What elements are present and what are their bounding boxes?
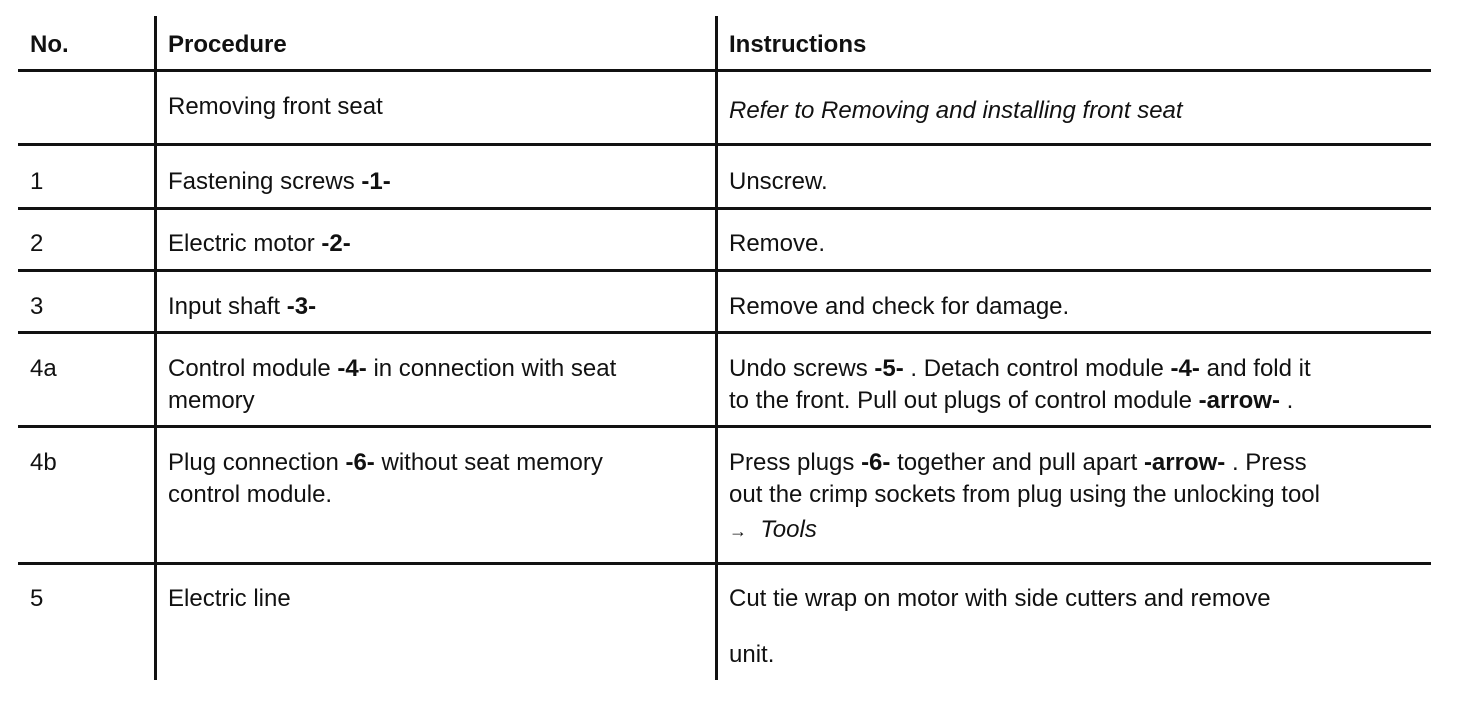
instructions-text: and fold it — [1206, 355, 1311, 382]
instructions-text: to the front. Pull out plugs of control module — [729, 387, 1192, 414]
part-reference: -2- — [321, 230, 351, 257]
instructions-text: together and pull apart — [897, 449, 1138, 476]
instructions-cell: Remove and check for damage. — [729, 293, 1070, 320]
procedure-cell — [168, 447, 603, 479]
part-reference: -6- — [345, 449, 375, 476]
instructions-cell: Cut tie wrap on motor with side cutters and remove — [729, 585, 1271, 612]
column-header-no: No. — [30, 31, 69, 58]
part-reference: -6- — [861, 449, 891, 476]
row-number: 3 — [30, 293, 44, 320]
procedure-text: Input shaft — [168, 293, 281, 320]
instructions-text: Undo screws — [729, 355, 868, 382]
instructions-text: . Detach control module — [910, 355, 1164, 382]
column-divider — [715, 16, 718, 680]
instructions-cell-continued: unit. — [729, 641, 775, 668]
procedure-cell — [168, 353, 616, 385]
instructions-text: . Press — [1231, 449, 1307, 476]
part-reference: -arrow- — [1143, 449, 1226, 476]
procedure-text: in connection with seat — [373, 355, 617, 382]
instructions-cell: Refer to Removing and installing front seat — [729, 97, 1183, 124]
procedure-cell: Electric line — [168, 585, 291, 612]
column-header-instructions: Instructions — [729, 31, 867, 58]
part-reference: -3- — [286, 293, 317, 320]
part-reference: -arrow- — [1198, 387, 1280, 414]
instructions-text: . — [1286, 387, 1294, 414]
procedure-cell — [168, 166, 391, 198]
procedure-cell: Removing front seat — [168, 93, 383, 120]
procedure-text: Plug connection — [168, 449, 339, 476]
row-number: 2 — [30, 230, 44, 257]
procedure-text: Electric motor — [168, 230, 315, 257]
row-number: 1 — [30, 168, 44, 195]
row-rule — [18, 331, 1431, 334]
instructions-cell — [729, 447, 1307, 479]
instructions-cell-continued: out the crimp sockets from plug using the unlocking tool — [729, 481, 1320, 508]
row-rule — [18, 269, 1431, 272]
instructions-cell — [729, 353, 1311, 385]
procedure-text: without seat memory — [381, 449, 603, 476]
row-rule — [18, 562, 1431, 565]
part-reference: -1- — [361, 168, 391, 195]
part-reference: -5- — [874, 355, 904, 382]
instructions-text: Press plugs — [729, 449, 855, 476]
part-reference: -4- — [337, 355, 367, 382]
column-divider — [154, 16, 157, 680]
row-rule — [18, 143, 1431, 146]
procedure-cell-continued: control module. — [168, 481, 333, 508]
procedure-text: Control module — [168, 355, 331, 382]
arrow-icon: → — [729, 521, 747, 541]
instructions-cell: Unscrew. — [729, 168, 828, 195]
procedure-text: Fastening screws — [168, 168, 355, 195]
row-number: 5 — [30, 585, 44, 612]
instructions-cell-continued — [729, 385, 1293, 417]
row-number: 4b — [30, 449, 57, 476]
tools-link[interactable]: Tools — [760, 516, 817, 543]
row-number: 4a — [30, 355, 57, 382]
procedure-cell — [168, 291, 316, 323]
procedure-cell — [168, 228, 351, 260]
procedure-cell-continued: memory — [168, 387, 255, 414]
column-header-procedure: Procedure — [168, 31, 287, 58]
part-reference: -4- — [1170, 355, 1200, 382]
instructions-cell: Remove. — [729, 230, 826, 257]
header-rule — [18, 69, 1431, 72]
row-rule — [18, 425, 1431, 428]
row-rule — [18, 207, 1431, 210]
instructions-cell-continued — [729, 514, 817, 547]
